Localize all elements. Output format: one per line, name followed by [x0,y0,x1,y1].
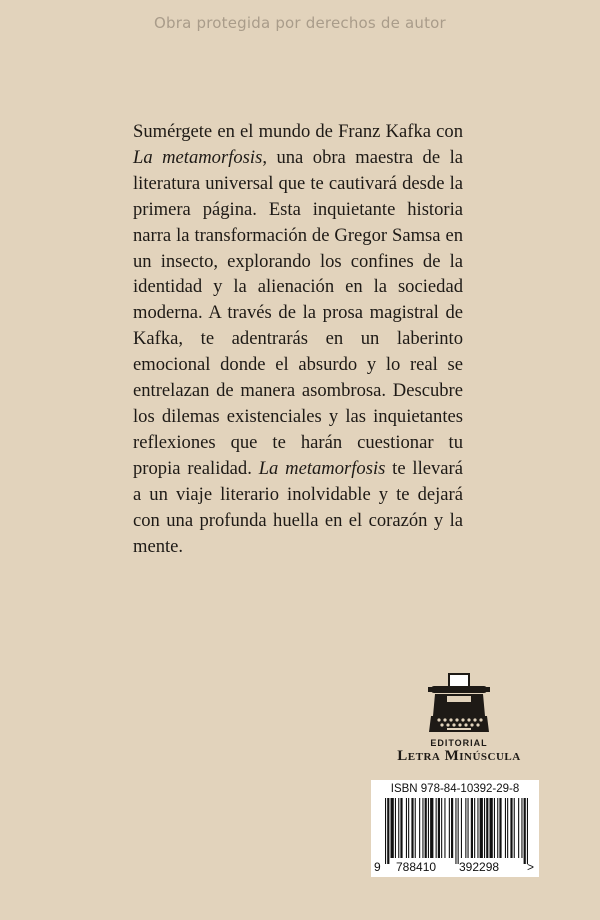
barcode-bar [507,798,508,858]
barcode-bar [408,798,409,858]
book-title-italic-1: La metamorfosis [133,146,263,168]
barcode-bar [494,798,495,858]
barcode-bar [505,798,506,858]
blurb-part-3: te llevará a un viaje literario inolvidable y te dejará con una profunda huella en el corazón y la mente. [133,457,464,557]
barcode-bar [449,798,450,858]
barcode-bar [524,798,526,864]
barcode-bar [514,798,515,858]
watermark-top: Obra protegida por derechos de autor [154,14,446,32]
barcode-bar [451,798,453,858]
barcode-right-group: 392298 [459,860,500,874]
isbn-barcode [371,780,539,877]
barcode-bar [444,798,445,858]
publisher-label: EDITORIAL [430,738,488,748]
barcode-left-group: 788410 [396,860,437,874]
barcode-bar [484,798,485,858]
barcode-bar [480,798,483,858]
publisher-logo [384,672,534,765]
barcode-bar [391,798,394,858]
barcode-bar [465,798,466,858]
barcode-bar [422,798,423,858]
barcode-bar [499,798,501,858]
barcode-bar [486,798,488,858]
barcode-bar [461,798,462,858]
barcode-bar [471,798,473,858]
barcode-bar [400,798,402,858]
barcode-bar [518,798,519,858]
barcode-bar [425,798,427,858]
barcode-bar [441,798,442,858]
barcode-bar [474,798,475,858]
barcode-bar [455,798,456,864]
barcode-bar [436,798,437,858]
barcode-bar [527,798,528,864]
barcode-bar [419,798,420,858]
book-title-italic-2: La metamorfosis [258,457,386,479]
barcode-bar [458,798,459,864]
barcode-bar [490,798,493,858]
barcode-bar [497,798,498,858]
blurb-part-2: , una obra maestra de la literatura universal que te cautivará desde la primera página. Esta inquietante historia narra la transformación de Gregor Samsa en un insecto, explorando los confines de la identidad y la alienación en la sociedad moderna. A través de la prosa magistral de Kafka, te adentrarás en un laberinto emocional donde el absurdo y lo real se entrelazan de manera asombrosa. Descubre los dilemas existenciales y las inquietantes reflexiones que te harán cuestionar tu propia realidad. [133,146,464,479]
back-cover-blurb [133,119,463,559]
barcode-bar [387,798,389,864]
blurb-part-1: Sumérgete en el mundo de Franz Kafka con [133,121,463,142]
barcode-first-digit: 9 [374,860,381,874]
barcode-bar [411,798,413,858]
barcode-bar [510,798,512,858]
barcode-bar [430,798,433,858]
typewriter-icon [427,672,491,736]
barcode-bar [438,798,440,858]
barcode-bar [385,798,386,864]
barcode-bar [395,798,396,858]
barcode-bar [477,798,478,858]
barcode-bar [398,798,399,858]
barcode-marker: > [527,860,535,874]
barcode-bar [406,798,407,858]
isbn-number: ISBN 978-84-10392-29-8 [390,783,520,795]
publisher-name: Letra Minúscula [397,748,521,764]
barcode-bar [521,798,522,858]
barcode-bar [468,798,469,858]
barcode-bar [428,798,429,858]
barcode-bar [415,798,416,858]
